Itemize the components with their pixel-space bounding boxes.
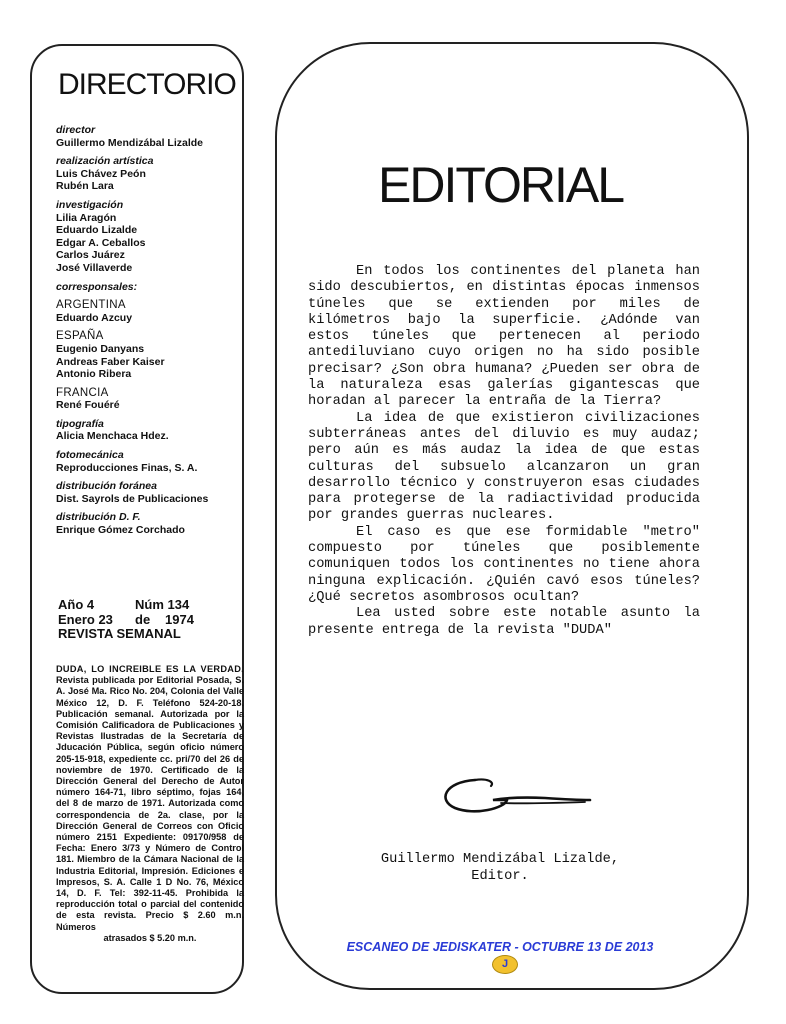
credit-logo-icon: J: [492, 955, 518, 974]
df-distribution-name: Enrique Gómez Corchado: [56, 524, 185, 537]
correspondent-name: Andreas Faber Kaiser: [56, 355, 165, 368]
correspondent-name: Antonio Ribera: [56, 368, 132, 381]
typography-name: Alicia Menchaca Hdez.: [56, 430, 169, 443]
issue-year-label: Año 4: [58, 597, 95, 612]
research-name: Lilia Aragón: [56, 211, 117, 224]
role-director: director: [56, 124, 96, 136]
legal-notice: [56, 664, 244, 944]
correspondent-name: Eduardo Azcuy: [56, 311, 133, 324]
issue-frequency: REVISTA SEMANAL: [58, 626, 181, 641]
correspondent-name: René Fouéré: [56, 399, 120, 412]
role-df-distribution: distribución D. F.: [56, 511, 141, 524]
directory-title: DIRECTORIO: [58, 68, 236, 101]
research-name: José Villaverde: [56, 261, 133, 274]
signature-graphic: [435, 770, 595, 820]
legal-lead: DUDA, LO INCREIBLE ES LA VERDAD.: [56, 664, 244, 674]
editorial-paragraph: La idea de que existieron civilizaciones subterráneas antes del diluvio es muy audaz; pero aún es más audaz la idea de que estas culturas del subsuelo alcanzaron un gran desarrollo técnico y construyeron esas ciudades para protegerse de la radiactividad producida por grandes guerras nucleares.: [308, 410, 700, 524]
role-art: realización artística: [56, 155, 154, 168]
role-typography: tipografía: [56, 417, 104, 430]
editorial-paragraph: En todos los continentes del planeta han sido descubiertos, en distintas épocas inmensos túneles que se extienden por miles de kilómetros bajo la superficie. ¿Adónde van estos túneles que pertenecen al periodo antediluviano cuyo origen no ha sido posible precisar? ¿Son obra humana? ¿Pueden ser obra de la naturaleza esas galerías gigantescas que horadan al parecer la entraña de la Tierra?: [308, 264, 700, 410]
role-research: investigación: [56, 198, 124, 211]
legal-text: Revista publicada por Editorial Posada, S. A. José Ma. Rico No. 204, Colonia del Valle México 12, D. F. Teléfono 524-20-18. Publicación semanal. Autorizada por la Comisión Calificadora de Publicaciones y Revistas Ilustradas de la Secretaría de Jducación Pública, según oficio número 205-15-918, expediente cc. pri/70 del 26 de noviembre de 1970. Certificado de la Dirección General del Derecho de Autor número 164-71, libro séptimo, fojas 164, del 8 de marzo de 1971. Autorizada como correspondencia de 2a. clase, por la Dirección General de Correos con Oficio número 2151 Expediente: 09170/958 de Fecha: Enero 3/73 y Número de Control 181. Miembro de la Cámara Nacional de la Industria Editorial, Impresión. Ediciones e Impresos, S. A. Calle 1 D No. 76, México 14, D. F. Tel: 392-11-45. Prohibida la reproducción total o parcial del contenido de esta revista. Precio $ 2.60 m.n. Números: [56, 675, 244, 932]
issue-date: Enero 23: [58, 611, 113, 627]
country-argentina: ARGENTINA: [56, 299, 126, 312]
directory-panel: [30, 44, 244, 994]
role-correspondents: corresponsales:: [56, 280, 138, 293]
signer-name: Guillermo Mendizábal Lizalde,: [380, 852, 620, 867]
editorial-body: [308, 264, 700, 639]
research-name: Eduardo Lizalde: [56, 224, 138, 237]
scan-credit: ESCANEO DE JEDISKATER - OCTUBRE 13 DE 2013: [346, 940, 654, 954]
correspondent-name: Eugenio Danyans: [56, 342, 145, 355]
issue-de: de: [135, 611, 151, 627]
photomech-name: Reproducciones Finas, S. A.: [56, 461, 198, 474]
country-francia: FRANCIA: [56, 386, 109, 399]
research-name: Edgar A. Ceballos: [56, 236, 146, 249]
issue-number: Núm 134: [135, 597, 190, 612]
editorial-title: EDITORIAL: [378, 157, 624, 213]
legal-end: atrasados $ 5.20 m.n.: [103, 932, 197, 943]
issue-info: [58, 598, 238, 642]
editorial-paragraph: Lea usted sobre este notable asunto la presente entrega de la revista "DUDA": [308, 606, 700, 638]
directory-list: [56, 124, 240, 537]
art-name: Rubén Lara: [56, 180, 114, 193]
role-photomech: fotomecánica: [56, 449, 124, 462]
director-name: Guillermo Mendizábal Lizalde: [56, 136, 204, 149]
country-espana: ESPAÑA: [56, 330, 104, 343]
editorial-paragraph: El caso es que ese formidable "metro" compuesto por túneles que posiblemente comuniquen todos los continentes no tiene ahora ninguna explicación. ¿Quién cavó esos túneles? ¿Qué secretos asombrosos ocultan?: [308, 524, 700, 605]
art-name: Luis Chávez Peón: [56, 167, 146, 180]
signer-block: [330, 852, 670, 885]
issue-year: 1974: [165, 611, 194, 627]
role-foreign-distribution: distribución foránea: [56, 480, 157, 493]
research-name: Carlos Juárez: [56, 249, 125, 262]
foreign-distribution-name: Dist. Sayrols de Publicaciones: [56, 492, 209, 505]
signer-role: Editor.: [471, 868, 529, 884]
